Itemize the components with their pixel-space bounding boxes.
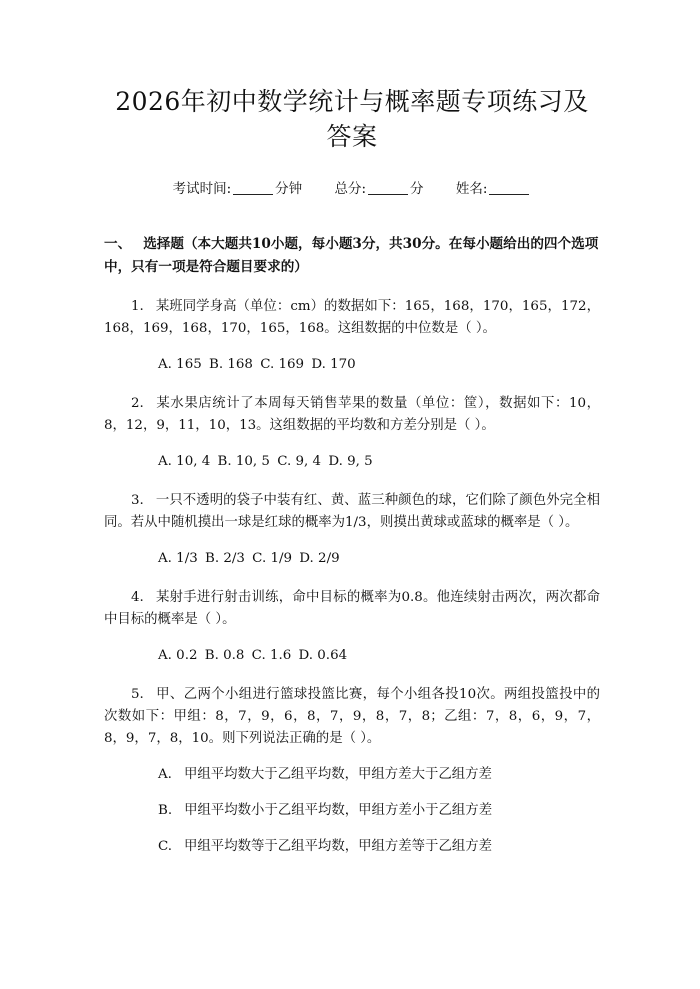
option-text: 甲组平均数小于乙组平均数，甲组方差小于乙组方差	[184, 803, 493, 818]
question-4-options	[104, 645, 600, 667]
question-3-options	[104, 548, 600, 570]
exam-time-label: 考试时间:	[172, 181, 232, 197]
option-d: D. 2/9	[299, 551, 340, 566]
exam-time-blank	[233, 194, 273, 195]
section-heading	[104, 233, 600, 279]
option-c	[104, 836, 600, 858]
document-title: 2026年初中数学统计与概率题专项练习及答案	[115, 87, 589, 151]
student-name-label: 姓名:	[455, 181, 488, 197]
question-text: 某水果店统计了本周每天销售苹果的数量（单位：筐），数据如下：10，8，12，9，11，10，13。这组数据的平均数和方差分别是（ ）。	[104, 396, 600, 433]
option-c: C. 1.6	[251, 648, 292, 663]
question-4	[104, 587, 600, 631]
question-2	[104, 393, 600, 437]
option-text: 甲组平均数等于乙组平均数，甲组方差等于乙组方差	[184, 839, 493, 854]
option-b: B. 2/3	[205, 551, 245, 566]
question-text: 某射手进行射击训练，命中目标的概率为0.8。他连续射击两次，两次都命中目标的概率是（ ）。	[104, 590, 600, 627]
exam-meta	[104, 179, 600, 199]
question-text: 一只不透明的袋子中装有红、黄、蓝三种颜色的球，它们除了颜色外完全相同。若从中随机摸出一球是红球的概率为1/3，则摸出黄球或蓝球的概率是（ ）。	[104, 493, 600, 530]
option-b	[104, 800, 600, 822]
question-number: 1.	[131, 299, 144, 314]
total-score	[334, 179, 423, 199]
option-c: C. 169	[260, 357, 305, 372]
option-a: A. 1/3	[158, 551, 198, 566]
section-text: 选择题（本大题共10小题，每小题3分，共30分。在每小题给出的四个选项中，只有一项是符合题目要求的）	[104, 236, 599, 275]
question-1	[104, 296, 600, 340]
option-a	[104, 764, 600, 786]
document-page	[0, 84, 700, 989]
option-b: B. 10, 5	[217, 454, 270, 469]
question-2-options	[104, 451, 600, 473]
option-text: 甲组平均数大于乙组平均数，甲组方差大于乙组方差	[183, 767, 492, 782]
option-b: B. 0.8	[204, 648, 245, 663]
total-score-blank	[368, 194, 408, 195]
option-b: B. 168	[209, 357, 253, 372]
total-score-label: 总分:	[334, 181, 367, 197]
exam-time-unit: 分钟	[275, 181, 303, 197]
option-c: C. 9, 4	[277, 454, 322, 469]
question-number: 3.	[131, 493, 144, 508]
exam-time	[173, 179, 303, 199]
option-letter: B.	[158, 803, 173, 818]
question-number: 4.	[131, 590, 144, 605]
option-a: A. 165	[158, 357, 202, 372]
option-letter: A.	[158, 767, 172, 782]
question-5	[104, 684, 600, 750]
question-3	[104, 490, 600, 534]
total-score-unit: 分	[410, 181, 424, 197]
question-number: 2.	[131, 396, 144, 411]
option-d: D. 170	[311, 357, 356, 372]
option-a: A. 10, 4	[158, 454, 211, 469]
question-1-options	[104, 354, 600, 376]
section-number: 一、	[104, 236, 132, 252]
option-letter: C.	[158, 839, 173, 854]
question-text: 某班同学身高（单位：cm）的数据如下：165，168，170，165，172，168，169，168，170，165，168。这组数据的中位数是（ ）。	[104, 299, 600, 336]
student-name-blank	[489, 194, 529, 195]
student-name	[456, 179, 532, 199]
question-number: 5.	[131, 687, 144, 702]
question-text: 甲、乙两个小组进行篮球投篮比赛，每个小组各投10次。两组投篮投中的次数如下：甲组：8，7，9，6，8，7，9，8，7，8；乙组：7，8，6，9，7，8，9，7，8，10。则下列说法正确的是（ ）。	[104, 687, 600, 746]
option-c: C. 1/9	[252, 551, 293, 566]
option-d: D. 9, 5	[328, 454, 373, 469]
option-a: A. 0.2	[158, 648, 198, 663]
option-d: D. 0.64	[298, 648, 348, 663]
